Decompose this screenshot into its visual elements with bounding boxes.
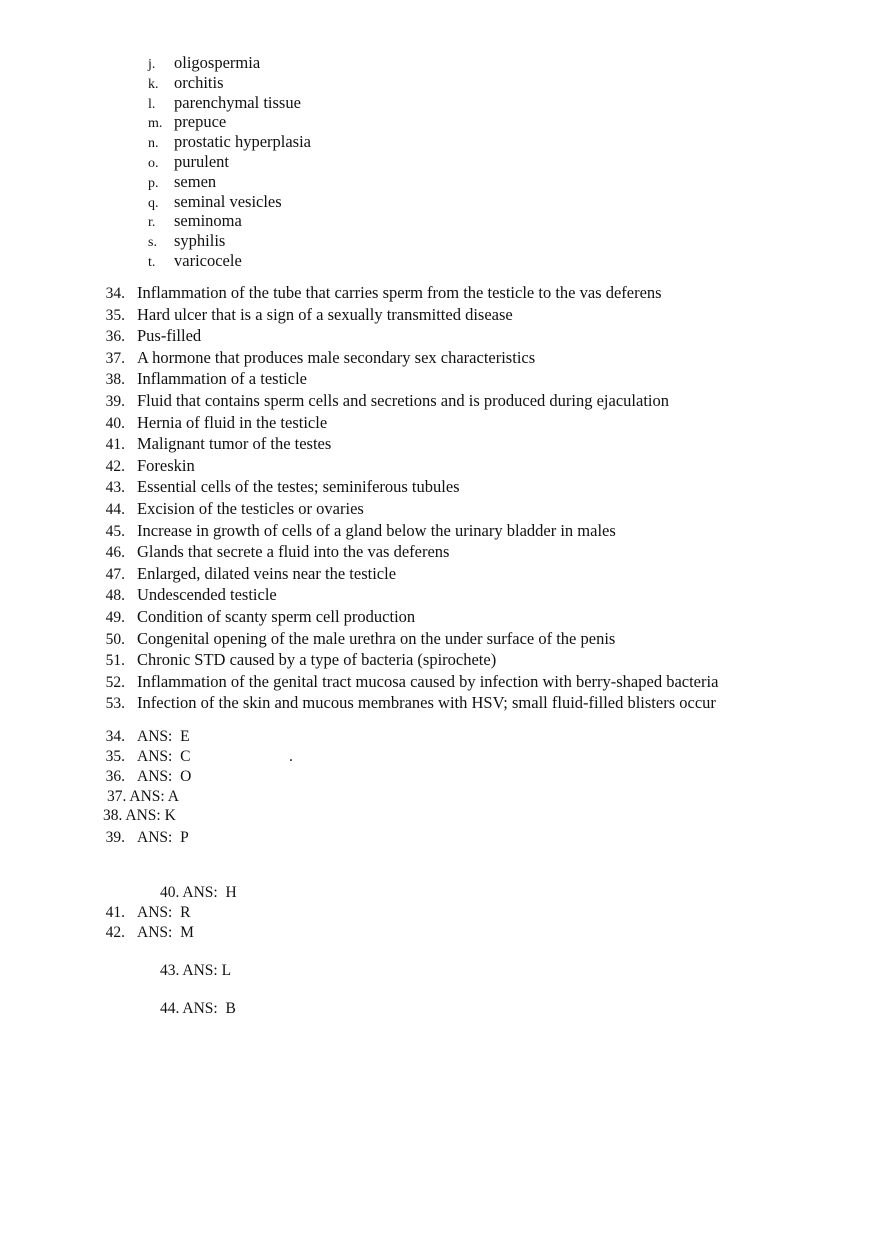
question-text: Undescended testicle xyxy=(137,585,277,605)
term-item xyxy=(148,132,311,152)
question-number: 50. xyxy=(105,630,125,648)
term-item xyxy=(148,192,311,212)
question-item xyxy=(0,391,718,413)
question-text: Congenital opening of the male urethra on the under surface of the penis xyxy=(137,628,616,648)
question-text: Essential cells of the testes; seminiferous tubules xyxy=(137,477,460,497)
term-letter: o. xyxy=(148,155,159,171)
answer-41 xyxy=(0,903,190,923)
question-item xyxy=(0,629,718,651)
question-number: 41. xyxy=(105,436,125,454)
question-number: 42. xyxy=(105,457,125,475)
question-list xyxy=(0,283,718,715)
term-letter: k. xyxy=(148,76,159,92)
question-item xyxy=(0,413,718,435)
question-text: Increase in growth of cells of a gland below the urinary bladder in males xyxy=(137,520,616,540)
answer-number: 34. xyxy=(105,728,125,745)
answer-text: ANS: M xyxy=(137,924,194,941)
answer-number: 36. xyxy=(105,768,125,785)
term-text: seminal vesicles xyxy=(174,191,282,211)
question-item xyxy=(0,305,718,327)
question-item xyxy=(0,585,718,607)
answer-number: 42. xyxy=(105,924,125,941)
question-text: Pus-filled xyxy=(137,326,202,346)
question-item xyxy=(0,650,718,672)
term-text: syphilis xyxy=(174,231,226,251)
term-item xyxy=(148,152,311,172)
answer-42 xyxy=(0,923,194,943)
term-letter: j. xyxy=(148,57,156,72)
question-text: A hormone that produces male secondary sex characteristics xyxy=(137,347,536,367)
question-text: Condition of scanty sperm cell production xyxy=(137,606,416,626)
term-text: semen xyxy=(174,171,217,191)
question-text: Chronic STD caused by a type of bacteria (spirochete) xyxy=(137,650,497,670)
answer-43: 43. ANS: L xyxy=(160,962,232,979)
question-text: Excision of the testicles or ovaries xyxy=(137,498,364,518)
answer-35 xyxy=(0,747,190,767)
question-item xyxy=(0,499,718,521)
question-item xyxy=(0,542,718,564)
term-item xyxy=(148,231,311,251)
term-item xyxy=(148,211,311,231)
question-item xyxy=(0,477,718,499)
question-item xyxy=(0,456,718,478)
term-item xyxy=(148,53,311,73)
term-item xyxy=(148,172,311,192)
term-text: parenchymal tissue xyxy=(174,92,301,112)
question-text: Infection of the skin and mucous membranes with HSV; small fluid-filled blisters occur xyxy=(137,693,716,713)
question-number: 39. xyxy=(105,392,125,410)
term-letter: p. xyxy=(148,175,159,191)
term-text: seminoma xyxy=(174,211,242,231)
answer-text: ANS: O xyxy=(137,768,192,785)
term-letter: t. xyxy=(148,254,156,270)
term-list xyxy=(148,53,311,271)
question-text: Inflammation of the genital tract mucosa caused by infection with berry-shaped bacteria xyxy=(137,671,719,691)
question-item xyxy=(0,693,718,715)
question-text: Foreskin xyxy=(137,455,195,475)
term-text: purulent xyxy=(174,151,229,171)
question-number: 44. xyxy=(105,500,125,518)
question-number: 52. xyxy=(105,673,125,691)
term-text: oligospermia xyxy=(174,53,261,72)
answer-text: ANS: C xyxy=(137,748,191,765)
question-item xyxy=(0,521,718,543)
answer-number: 39. xyxy=(105,829,125,846)
question-text: Hernia of fluid in the testicle xyxy=(137,412,328,432)
answer-number: 35. xyxy=(105,748,125,765)
question-text: Inflammation of the tube that carries sperm from the testicle to the vas deferens xyxy=(137,283,662,302)
question-text: Hard ulcer that is a sign of a sexually transmitted disease xyxy=(137,304,513,324)
term-letter: m. xyxy=(148,116,163,132)
answer-34 xyxy=(0,727,190,747)
question-text: Fluid that contains sperm cells and secretions and is produced during ejaculation xyxy=(137,390,669,410)
answer-text: ANS: R xyxy=(137,904,191,921)
answer-text: ANS: E xyxy=(137,728,190,745)
question-number: 43. xyxy=(105,479,125,497)
term-letter: q. xyxy=(148,195,159,211)
question-text: Malignant tumor of the testes xyxy=(137,434,332,454)
answer-text: ANS: P xyxy=(137,829,189,846)
term-text: prostatic hyperplasia xyxy=(174,132,311,152)
question-number: 46. xyxy=(105,544,125,562)
question-number: 48. xyxy=(105,587,125,605)
term-text: orchitis xyxy=(174,72,224,92)
question-number: 37. xyxy=(105,349,125,367)
answer-40: 40. ANS: H xyxy=(160,884,237,901)
answer-44: 44. ANS: B xyxy=(160,1000,236,1017)
answer-number: 41. xyxy=(105,904,125,921)
question-item xyxy=(0,326,718,348)
term-item xyxy=(148,112,311,132)
answer-39 xyxy=(0,828,189,848)
term-item xyxy=(148,93,311,113)
question-text: Inflammation of a testicle xyxy=(137,369,307,389)
term-letter: n. xyxy=(148,136,159,152)
question-number: 34. xyxy=(105,285,125,302)
question-number: 47. xyxy=(105,565,125,583)
question-item xyxy=(0,672,718,694)
question-item xyxy=(0,369,718,391)
term-letter: l. xyxy=(148,96,156,112)
question-number: 36. xyxy=(105,328,125,346)
answer-37: 37. ANS: A xyxy=(107,788,179,805)
question-number: 53. xyxy=(105,695,125,713)
term-item xyxy=(148,251,311,271)
question-item xyxy=(0,348,718,370)
question-text: Enlarged, dilated veins near the testicle xyxy=(137,563,397,583)
stray-period: . xyxy=(289,748,293,765)
term-letter: s. xyxy=(148,235,157,251)
question-number: 51. xyxy=(105,652,125,670)
term-text: varicocele xyxy=(174,250,242,270)
question-item xyxy=(0,283,718,305)
question-text: Glands that secrete a fluid into the vas deferens xyxy=(137,542,450,562)
term-letter: r. xyxy=(148,215,156,231)
question-number: 49. xyxy=(105,608,125,626)
question-number: 45. xyxy=(105,522,125,540)
answer-36 xyxy=(0,767,191,787)
question-item xyxy=(0,434,718,456)
question-item xyxy=(0,564,718,586)
term-item xyxy=(148,73,311,93)
answer-38: 38. ANS: K xyxy=(103,807,176,824)
question-number: 35. xyxy=(105,306,125,324)
question-number: 40. xyxy=(105,414,125,432)
question-item xyxy=(0,607,718,629)
question-number: 38. xyxy=(105,371,125,389)
term-text: prepuce xyxy=(174,112,227,132)
